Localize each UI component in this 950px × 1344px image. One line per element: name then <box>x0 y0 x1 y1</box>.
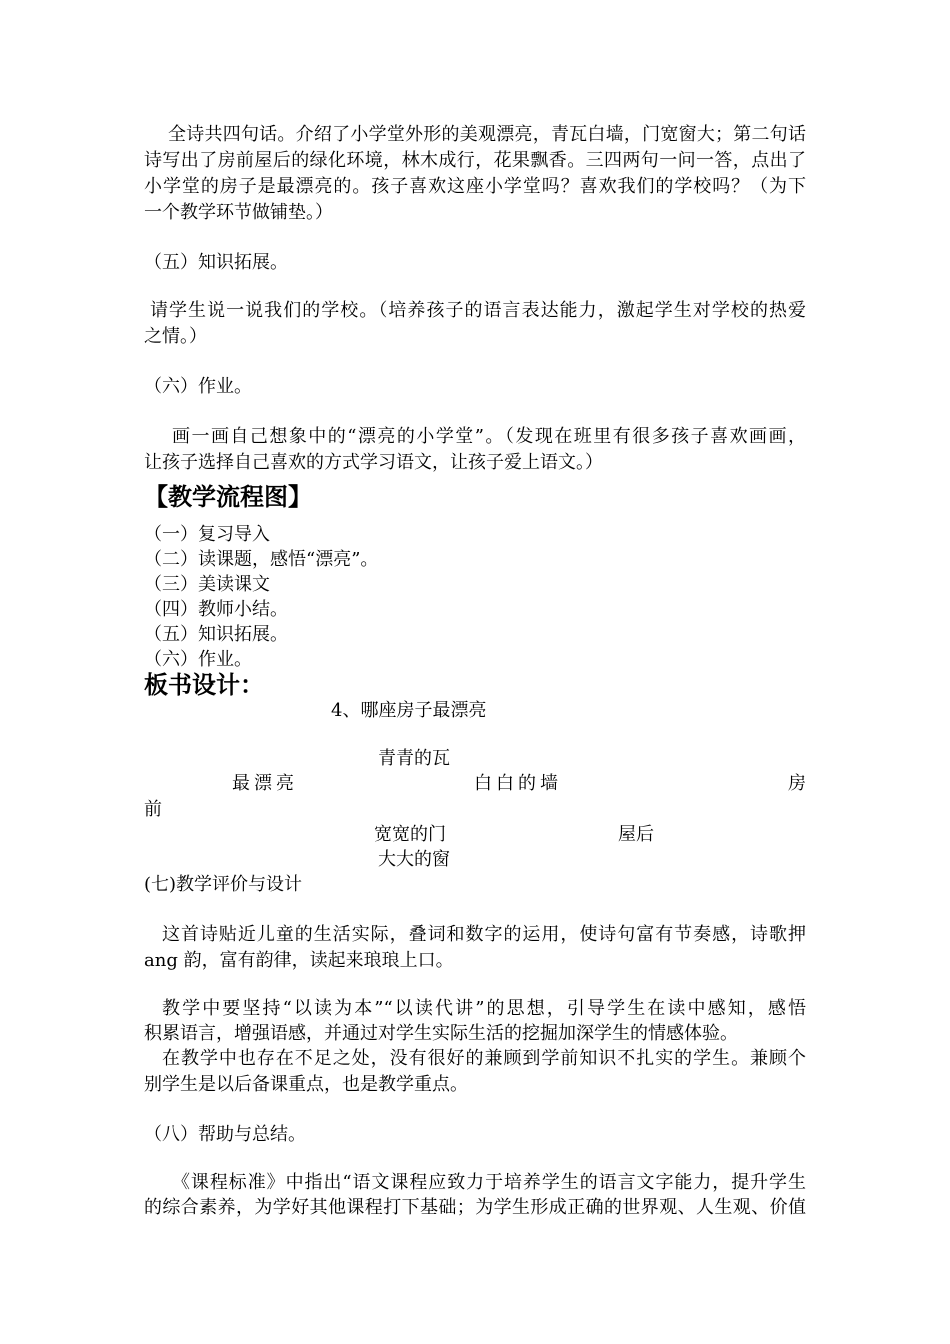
board-text: 房 <box>788 773 806 794</box>
text-line: 在教学中也存在不足之处，没有很好的兼顾到学前知识不扎实的学生。兼顾个 <box>162 1048 806 1069</box>
board-text: 大大的窗 <box>378 849 450 870</box>
text-line: 小学堂的房子是最漂亮的。孩子喜欢这座小学堂吗？喜欢我们的学校吗？（为下 <box>144 176 806 197</box>
section-heading: （五）知识拓展。 <box>144 252 288 273</box>
text-line: 一个教学环节做铺垫。） <box>144 202 333 223</box>
board-text: 宽宽的门 <box>374 824 446 845</box>
flow-item: （一）复习导入 <box>144 524 270 545</box>
flow-item: （二）读课题，感悟“漂亮”。 <box>144 549 379 570</box>
flow-item: （六）作业。 <box>144 649 252 670</box>
board-text: 白白的墙 <box>474 773 562 794</box>
board-text: 青青的瓦 <box>378 748 450 769</box>
section-heading: (七)教学评价与设计 <box>144 874 303 895</box>
section-heading: （六）作业。 <box>144 376 252 397</box>
text-line: 这首诗贴近儿童的生活实际，叠词和数字的运用，使诗句富有节奏感，诗歌押 <box>162 924 806 945</box>
flow-item: （五）知识拓展。 <box>144 624 288 645</box>
text-line: ang 韵，富有韵律，读起来琅琅上口。 <box>144 950 454 971</box>
text-line: 画一画自己想象中的“漂亮的小学堂”。（发现在班里有很多孩子喜欢画画， <box>172 426 806 447</box>
text-line: 请学生说一说我们的学校。（培养孩子的语言表达能力，激起学生对学校的热爱 <box>150 300 806 321</box>
board-text: 最漂亮 <box>232 773 298 794</box>
board-text: 前 <box>144 799 162 820</box>
flow-item: （三）美读课文 <box>144 574 270 595</box>
text-line: 《课程标准》中指出“语文课程应致力于培养学生的语言文字能力，提升学生 <box>172 1172 806 1193</box>
text-line: 全诗共四句话。介绍了小学堂外形的美观漂亮，青瓦白墙，门宽窗大；第二句话 <box>168 124 806 145</box>
text-line: 教学中要坚持“以读为本”“以读代讲”的思想，引导学生在读中感知，感悟 <box>162 998 806 1019</box>
text-line: 别学生是以后备课重点，也是教学重点。 <box>144 1074 468 1095</box>
section-heading: （八）帮助与总结。 <box>144 1124 306 1145</box>
text-line: 之情。） <box>144 326 207 347</box>
text-line: 积累语言，增强语感，并通过对学生实际生活的挖掘加深学生的情感体验。 <box>144 1023 738 1044</box>
text-line: 的综合素养，为学好其他课程打下基础；为学生形成正确的世界观、人生观、价值 <box>144 1197 806 1218</box>
flow-item: （四）教师小结。 <box>144 599 288 620</box>
text-line: 让孩子选择自己喜欢的方式学习语文，让孩子爱上语文。） <box>144 452 603 473</box>
text-line: 诗写出了房前屋后的绿化环境，林木成行，花果飘香。三四两句一问一答，点出了 <box>144 150 806 171</box>
flow-chart-heading: 【教学流程图】 <box>144 483 312 511</box>
board-text: 屋后 <box>618 824 654 845</box>
board-design-heading: 板书设计： <box>144 671 264 699</box>
lesson-title: 4、哪座房子最漂亮 <box>331 700 487 721</box>
